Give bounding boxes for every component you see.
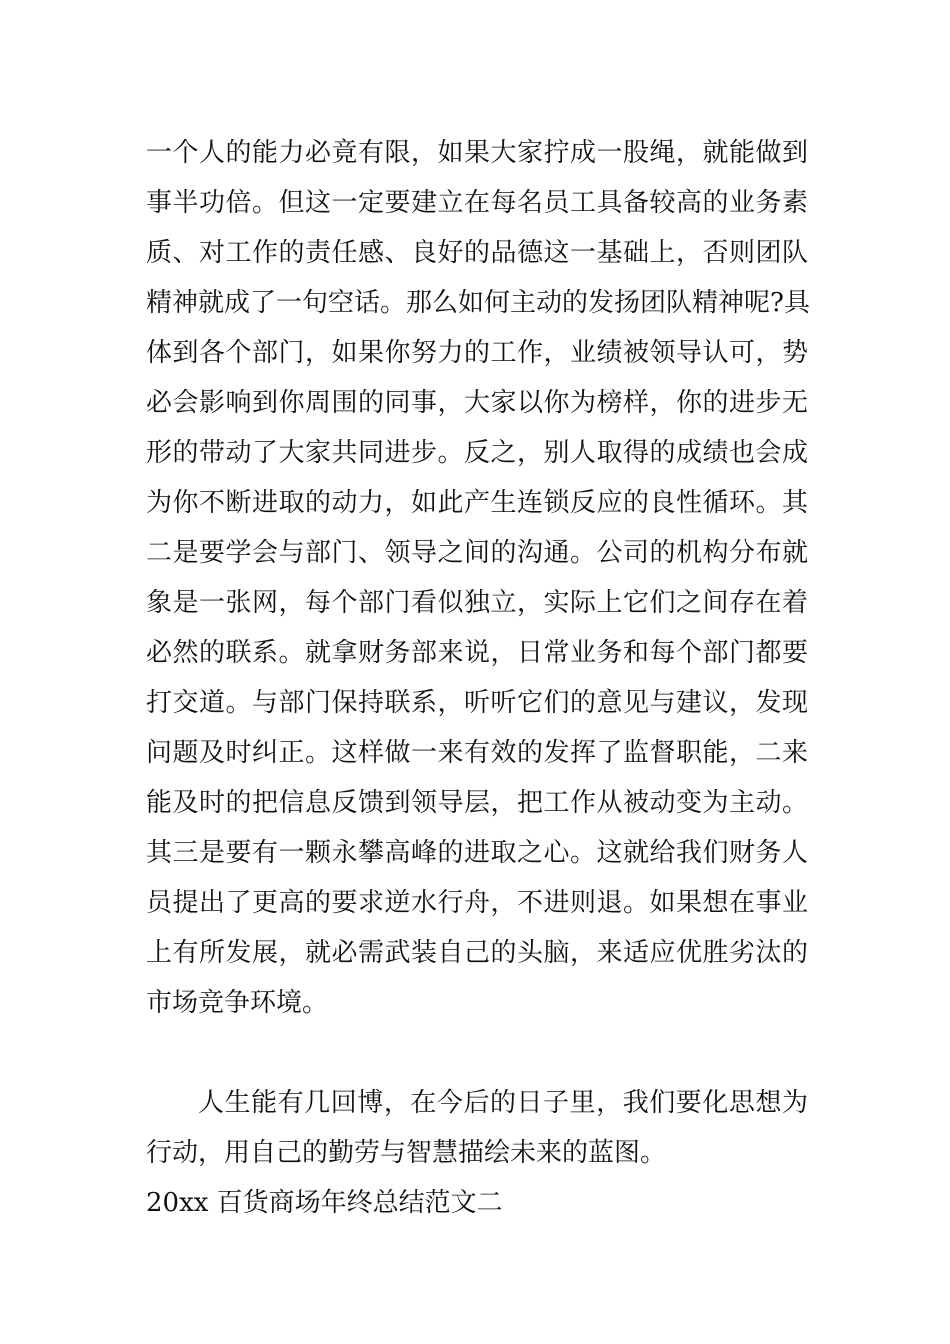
section-heading: 20xx 百货商场年终总结范文二: [146, 1188, 503, 1218]
paragraph-line: 质、对工作的责任感、良好的品德这一基础上，否则团队: [146, 238, 808, 268]
paragraph-line: 问题及时纠正。这样做一来有效的发挥了监督职能，二来: [146, 738, 808, 768]
paragraph-line: 其三是要有一颗永攀高峰的进取之心。这就给我们财务人: [146, 838, 808, 868]
paragraph-line: 能及时的把信息反馈到领导层，把工作从被动变为主动。: [146, 788, 808, 818]
paragraph-line: 员提出了更高的要求逆水行舟，不进则退。如果想在事业: [146, 888, 808, 918]
paragraph-line: 一个人的能力必竟有限，如果大家拧成一股绳，就能做到: [146, 138, 808, 168]
paragraph-line: 必然的联系。就拿财务部来说，日常业务和每个部门都要: [146, 638, 808, 668]
paragraph-line: 象是一张网，每个部门看似独立，实际上它们之间存在着: [146, 588, 808, 618]
paragraph-line: 体到各个部门，如果你努力的工作，业绩被领导认可，势: [146, 338, 808, 368]
paragraph-line: 事半功倍。但这一定要建立在每名员工具备较高的业务素: [146, 188, 808, 218]
paragraph-line: 二是要学会与部门、领导之间的沟通。公司的机构分布就: [146, 538, 808, 568]
paragraph-line: 行动，用自己的勤劳与智慧描绘未来的蓝图。: [146, 1138, 667, 1168]
paragraph-line: 为你不断进取的动力，如此产生连锁反应的良性循环。其: [146, 488, 808, 518]
paragraph-line: 形的带动了大家共同进步。反之，别人取得的成绩也会成: [146, 438, 808, 468]
paragraph-line: 上有所发展，就必需武装自己的头脑，来适应优胜劣汰的: [146, 938, 808, 968]
paragraph-line: 人生能有几回博，在今后的日子里，我们要化思想为: [198, 1088, 808, 1118]
paragraph-line: 打交道。与部门保持联系，听听它们的意见与建议，发现: [146, 688, 808, 718]
paragraph-line: 必会影响到你周围的同事，大家以你为榜样，你的进步无: [146, 388, 808, 418]
paragraph-line: 精神就成了一句空话。那么如何主动的发扬团队精神呢?具: [146, 288, 810, 318]
paragraph-line: 市场竞争环境。: [146, 988, 329, 1018]
